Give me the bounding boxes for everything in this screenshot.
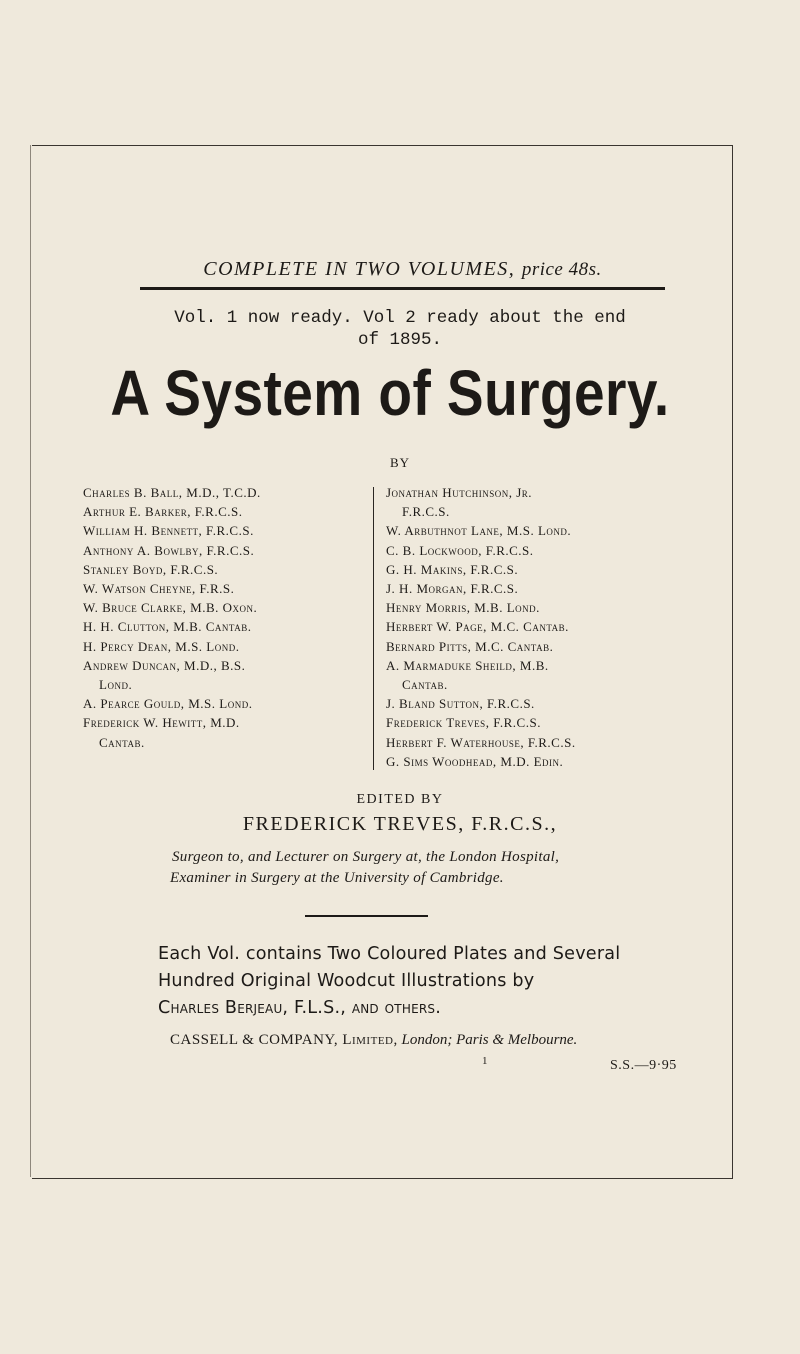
contributor-entry: Herbert F. Waterhouse, F.R.C.S. — [386, 734, 576, 750]
by-label: BY — [389, 455, 411, 470]
availability-notice — [150, 307, 650, 351]
contributor-entry: A. Marmaduke Sheild, M.B. — [386, 657, 549, 673]
contributor-entry: G. H. Makins, F.R.C.S. — [386, 561, 519, 577]
contributor-entry: G. Sims Woodhead, M.D. Edin. — [386, 753, 564, 769]
catalogue-code: S.S.—9·95 — [610, 1058, 677, 1073]
publisher-company: CASSELL & COMPANY, Limited, — [170, 1032, 398, 1048]
contributor-entry: Arthur E. Barker, F.R.C.S. — [83, 504, 243, 520]
publisher-imprint — [170, 1032, 710, 1049]
contributor-entry: Andrew Duncan, M.D., B.S. — [83, 657, 246, 673]
contributor-entry: A. Pearce Gould, M.S. Lond. — [83, 696, 253, 712]
heading-underline-rule — [140, 287, 665, 290]
illustrations-note-line-1: Each Vol. contains Two Coloured Plates and Several — [158, 944, 621, 964]
contributor-entry-continuation: Lond. — [99, 677, 133, 693]
column-divider — [373, 487, 374, 770]
contributor-entry: William H. Bennett, F.R.C.S. — [83, 523, 254, 539]
contributor-entry: J. Bland Sutton, F.R.C.S. — [386, 696, 535, 712]
contributor-entry: H. Percy Dean, M.S. Lond. — [83, 638, 240, 654]
contributor-entry: J. H. Morgan, F.R.C.S. — [386, 581, 519, 597]
contributor-entry-continuation: Cantab. — [402, 677, 448, 693]
editor-role-line-2: Examiner in Surgery at the University of Cambridge. — [170, 870, 504, 886]
illustrations-note — [158, 941, 678, 1022]
contributor-entry: Henry Morris, M.B. Lond. — [386, 600, 540, 616]
volumes-heading — [140, 258, 665, 281]
contributor-entry: Stanley Boyd, F.R.C.S. — [83, 561, 219, 577]
page-left-edge-rule — [30, 145, 31, 1177]
contributor-entry: Anthony A. Bowlby, F.R.C.S. — [83, 542, 255, 558]
contributor-entry: H. H. Clutton, M.B. Cantab. — [83, 619, 252, 635]
edited-by-label: EDITED BY — [356, 792, 444, 807]
availability-line-1: Vol. 1 now ready. Vol 2 ready about the end — [174, 308, 626, 328]
contributor-entry-continuation: Cantab. — [99, 734, 145, 750]
contributor-entry: Frederick W. Hewitt, M.D. — [83, 715, 240, 731]
contributor-entry: Herbert W. Page, M.C. Cantab. — [386, 619, 569, 635]
publisher-cities: London; Paris & Melbourne. — [401, 1032, 578, 1048]
illustrations-note-line-2: Hundred Original Woodcut Illustrations by — [158, 971, 535, 991]
contributor-entry: W. Arbuthnot Lane, M.S. Lond. — [386, 523, 572, 539]
illustrations-note-line-3: Charles Berjeau, F.L.S., and others. — [158, 998, 441, 1018]
contributor-entry-continuation: F.R.C.S. — [402, 504, 450, 520]
volumes-heading-text: COMPLETE IN TWO VOLUMES, — [203, 258, 516, 280]
editor-role — [110, 847, 700, 889]
section-divider-rule — [305, 915, 428, 917]
contributors-right-column — [386, 483, 726, 771]
contributor-entry: Frederick Treves, F.R.C.S. — [386, 715, 541, 731]
book-title: A System of Surgery. — [110, 357, 670, 429]
contributor-entry: Jonathan Hutchinson, Jr. — [386, 485, 533, 500]
contributors-left-column — [83, 483, 373, 752]
price-text: price 48s. — [521, 259, 602, 280]
editor-role-line-1: Surgeon to, and Lecturer on Surgery at, the London Hospital, — [172, 849, 560, 865]
editor-name: FREDERICK TREVES, F.R.C.S., — [242, 813, 558, 835]
availability-line-2: of 1895. — [357, 330, 442, 350]
contributor-entry: W. Watson Cheyne, F.R.S. — [83, 581, 235, 597]
contributor-entry: C. B. Lockwood, F.R.C.S. — [386, 542, 534, 558]
sheet-number: 1 — [482, 1055, 488, 1067]
contributor-entry: W. Bruce Clarke, M.B. Oxon. — [83, 600, 258, 616]
contributor-entry: Bernard Pitts, M.C. Cantab. — [386, 638, 554, 654]
contributor-entry: Charles B. Ball, M.D., T.C.D. — [83, 485, 261, 500]
